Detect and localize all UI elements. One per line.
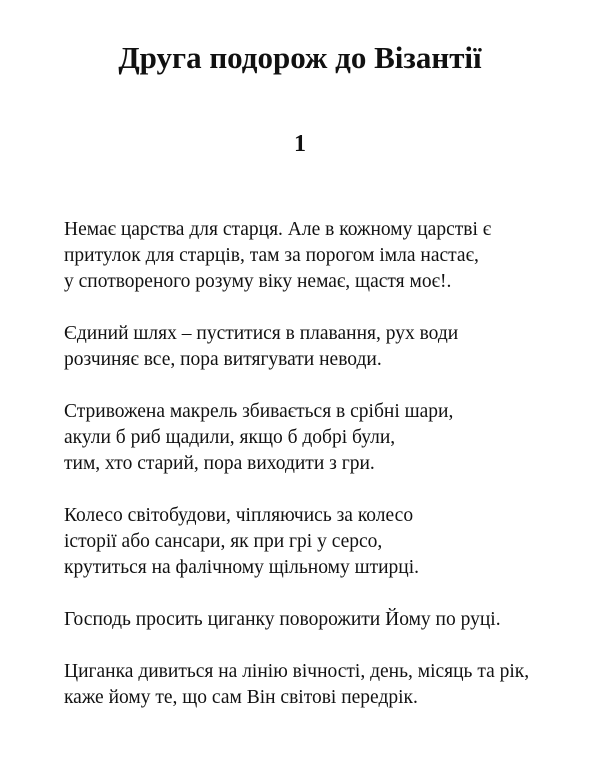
poem-line: крутиться на фалічному щільному штирці.: [64, 557, 420, 578]
stanza-3: [64, 399, 584, 477]
poem-line: Стривожена макрель збивається в срібні шари,: [64, 401, 454, 422]
stanza-4: [64, 503, 584, 581]
poem-line: Колесо світобудови, чіпляючись за колесо: [64, 505, 414, 526]
poem-line: у спотвореного розуму віку немає, щастя моє!.: [64, 271, 452, 292]
section-number: 1: [294, 131, 306, 157]
poem-line: Господь просить циганку поворожити Йому по руці.: [64, 609, 501, 630]
stanza-2: [64, 321, 584, 373]
poem-line: акули б риб щадили, якщо б добрі були,: [64, 427, 396, 448]
poem-line: тим, хто старий, пора виходити з гри.: [64, 453, 375, 474]
poem-line: Єдиний шлях – пуститися в плавання, рух води: [64, 323, 459, 344]
poem-line: притулок для старців, там за порогом імла настає,: [64, 245, 479, 266]
stanza-1: [64, 217, 584, 295]
poem-line: історії або сансари, як при грі у серсо,: [64, 531, 383, 552]
page-title: Друга подорож до Візантії: [118, 40, 482, 75]
poem-line: Немає царства для старця. Але в кожному царстві є: [64, 219, 492, 240]
stanza-6: [64, 659, 584, 711]
poem-line: розчиняє все, пора витягувати неводи.: [64, 349, 382, 370]
poem-line: Циганка дивиться на лінію вічності, день, місяць та рік,: [64, 661, 530, 682]
poem-line: каже йому те, що сам Він світові передрік.: [64, 687, 418, 708]
poem-body: [64, 217, 584, 737]
stanza-5: [64, 607, 584, 633]
